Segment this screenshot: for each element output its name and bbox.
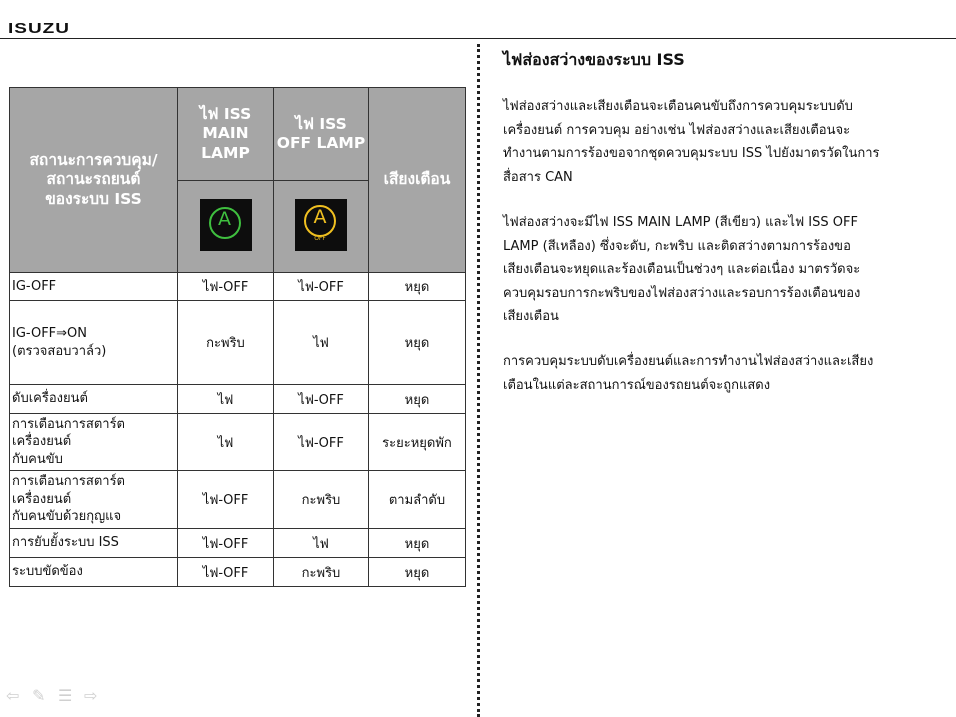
state-cell: ดับเครื่องยนต์ (10, 385, 178, 414)
header-state-text: สถานะการควบคุม/ สถานะรถยนต์ ของระบบ ISS (29, 150, 158, 208)
main-lamp-cell: ไฟ-OFF (178, 471, 274, 529)
state-cell: IG-OFF (10, 273, 178, 301)
header-buzzer (369, 88, 466, 273)
main-lamp-cell: ไฟ-OFF (178, 558, 274, 587)
header-buzzer-text: เสียงเตือน (383, 170, 451, 189)
table-row (10, 529, 466, 558)
off-lamp-symbol: A (313, 205, 327, 228)
iss-lamp-table (9, 87, 466, 587)
isuzu-logo: ISUZU (8, 20, 70, 37)
paragraph-2: ไฟส่องสว่างจะมีไฟ ISS MAIN LAMP (สีเขียว) และไฟ ISS OFF LAMP (สีเหลือง) ซึ่งจะดับ, กะพริบ และติดสว่างตามการร้องขอ เสียงเตือนจะหยุดและร้องเตือนเป็นช่วงๆ และต่อเนื่อง มาตรวัดจะ ควบคุมรอบการกะพริบของไฟส่องสว่างและรอบการร้องเตือนของ เสียงเตือน (503, 215, 861, 324)
main-lamp-cell: กะพริบ (178, 301, 274, 385)
iss-main-lamp-icon (200, 199, 252, 251)
buzzer-cell: หยุด (369, 385, 466, 414)
buzzer-cell: ตามลำดับ (369, 471, 466, 529)
buzzer-cell: หยุด (369, 301, 466, 385)
header-state (10, 88, 178, 273)
section-title: ไฟส่องสว่างของระบบ ISS (503, 50, 685, 69)
header-main-lamp-text: ไฟ ISS MAIN LAMP (199, 104, 252, 162)
slide-nav (6, 688, 100, 704)
buzzer-cell: หยุด (369, 529, 466, 558)
off-lamp-icon-cell (274, 181, 369, 273)
main-lamp-cell: ไฟ-OFF (178, 273, 274, 301)
state-cell: ระบบขัดข้อง (10, 558, 178, 587)
table-row (10, 273, 466, 301)
table-row (10, 385, 466, 414)
header-off-lamp-text: ไฟ ISS OFF LAMP (276, 114, 366, 152)
off-lamp-cell: ไฟ-OFF (274, 414, 369, 471)
main-lamp-cell: ไฟ (178, 385, 274, 414)
table-row (10, 301, 466, 385)
table-row (10, 414, 466, 471)
state-cell: IG-OFF⇒ON (ตรวจสอบวาล์ว) (10, 301, 178, 385)
off-lamp-sub-label: OFF (314, 234, 326, 242)
buzzer-cell: หยุด (369, 558, 466, 587)
off-lamp-cell: ไฟ-OFF (274, 385, 369, 414)
table-row (10, 558, 466, 587)
state-cell: การเตือนการสตาร์ต เครื่องยนต์ กับคนขับด้วยกุญแจ (10, 471, 178, 529)
off-lamp-cell: ไฟ (274, 529, 369, 558)
back-arrow-icon[interactable]: ⇦ (6, 686, 20, 705)
column-divider (477, 44, 480, 717)
buzzer-cell: หยุด (369, 273, 466, 301)
header-rule (0, 38, 956, 39)
main-lamp-cell: ไฟ (178, 414, 274, 471)
main-lamp-cell: ไฟ-OFF (178, 529, 274, 558)
forward-arrow-icon[interactable]: ⇨ (84, 686, 98, 705)
menu-icon[interactable]: ☰ (58, 686, 73, 705)
off-lamp-cell: กะพริบ (274, 558, 369, 587)
paragraph-3: การควบคุมระบบดับเครื่องยนต์และการทำงานไฟส่องสว่างและเสียง เตือนในแต่ละสถานการณ์ของรถยนต์จะถูกแสดง (503, 354, 874, 393)
pen-icon[interactable]: ✎ (32, 686, 46, 705)
main-lamp-icon-cell (178, 181, 274, 273)
main-lamp-symbol: A (218, 207, 231, 230)
state-cell: การเตือนการสตาร์ต เครื่องยนต์ กับคนขับ (10, 414, 178, 471)
off-lamp-cell: ไฟ (274, 301, 369, 385)
buzzer-cell: ระยะหยุดพัก (369, 414, 466, 471)
header-off-lamp (274, 88, 369, 181)
iss-off-lamp-icon (295, 199, 347, 251)
off-lamp-cell: ไฟ-OFF (274, 273, 369, 301)
paragraph-1: ไฟส่องสว่างและเสียงเตือนจะเตือนคนขับถึงการควบคุมระบบดับ เครื่องยนต์ การควบคุม อย่างเช่น ไฟส่องสว่างและเสียงเตือนจะ ทำงานตามการร้องขอจากชุดควบคุมระบบ ISS ไปยังมาตรวัดในการ สื่อสาร CAN (503, 99, 880, 185)
state-cell: การยับยั้งระบบ ISS (10, 529, 178, 558)
off-lamp-cell: กะพริบ (274, 471, 369, 529)
header-main-lamp (178, 88, 274, 181)
table-row (10, 471, 466, 529)
